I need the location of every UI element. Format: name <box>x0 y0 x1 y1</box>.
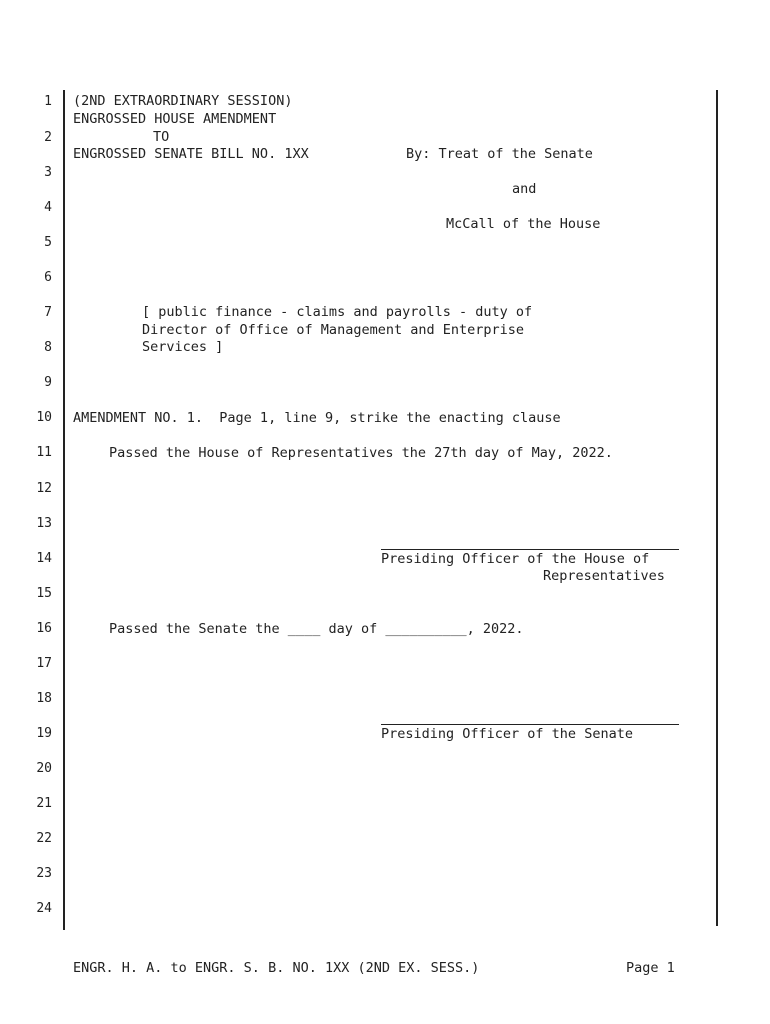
house-signature-label-2: Representatives <box>543 568 665 584</box>
line-number: 2 <box>44 130 52 145</box>
and-label: and <box>512 181 537 197</box>
senate-signature-line <box>381 724 679 725</box>
subject-line-2: Director of Office of Management and Enterprise <box>142 322 525 338</box>
line-number: 19 <box>36 726 52 741</box>
line-number: 16 <box>36 621 52 636</box>
line-number: 20 <box>36 761 52 776</box>
footer-citation: ENGR. H. A. to ENGR. S. B. NO. 1XX (2ND EX. SESS.) <box>73 960 480 976</box>
subject-line-1: [ public finance - claims and payrolls - duty of <box>142 304 533 320</box>
house-author: McCall of the House <box>446 216 601 232</box>
line-number: 13 <box>36 516 52 531</box>
house-signature-line <box>381 549 679 550</box>
line-number: 23 <box>36 866 52 881</box>
line-number: 4 <box>44 200 52 215</box>
line-number: 11 <box>36 445 52 460</box>
line-number: 15 <box>36 586 52 601</box>
line-number: 18 <box>36 691 52 706</box>
senate-signature-label: Presiding Officer of the Senate <box>381 726 633 742</box>
senate-author: By: Treat of the Senate <box>406 146 593 162</box>
line-number: 9 <box>44 375 52 390</box>
document-type: ENGROSSED HOUSE AMENDMENT <box>73 111 277 127</box>
line-number: 3 <box>44 165 52 180</box>
page-number: Page 1 <box>626 960 675 976</box>
line-number: 1 <box>44 94 52 109</box>
line-number: 17 <box>36 656 52 671</box>
passed-house-text: Passed the House of Representatives the 27th day of May, 2022. <box>109 445 613 461</box>
line-number: 22 <box>36 831 52 846</box>
session-label: (2ND EXTRAORDINARY SESSION) <box>73 93 293 109</box>
line-number: 5 <box>44 235 52 250</box>
line-number: 21 <box>36 796 52 811</box>
right-margin-rule <box>716 90 718 926</box>
left-margin-rule <box>63 90 65 930</box>
to-label: TO <box>153 129 170 145</box>
line-number: 14 <box>36 551 52 566</box>
bill-number: ENGROSSED SENATE BILL NO. 1XX <box>73 146 309 162</box>
line-number: 24 <box>36 901 52 916</box>
line-number: 8 <box>44 340 52 355</box>
passed-senate-text: Passed the Senate the ____ day of __________, 2022. <box>109 621 524 637</box>
line-number: 10 <box>36 410 52 425</box>
line-number: 6 <box>44 270 52 285</box>
line-number: 7 <box>44 305 52 320</box>
amendment-text: AMENDMENT NO. 1. Page 1, line 9, strike the enacting clause <box>73 410 561 426</box>
house-signature-label-1: Presiding Officer of the House of <box>381 551 650 567</box>
subject-line-3: Services ] <box>142 339 224 355</box>
line-number: 12 <box>36 481 52 496</box>
